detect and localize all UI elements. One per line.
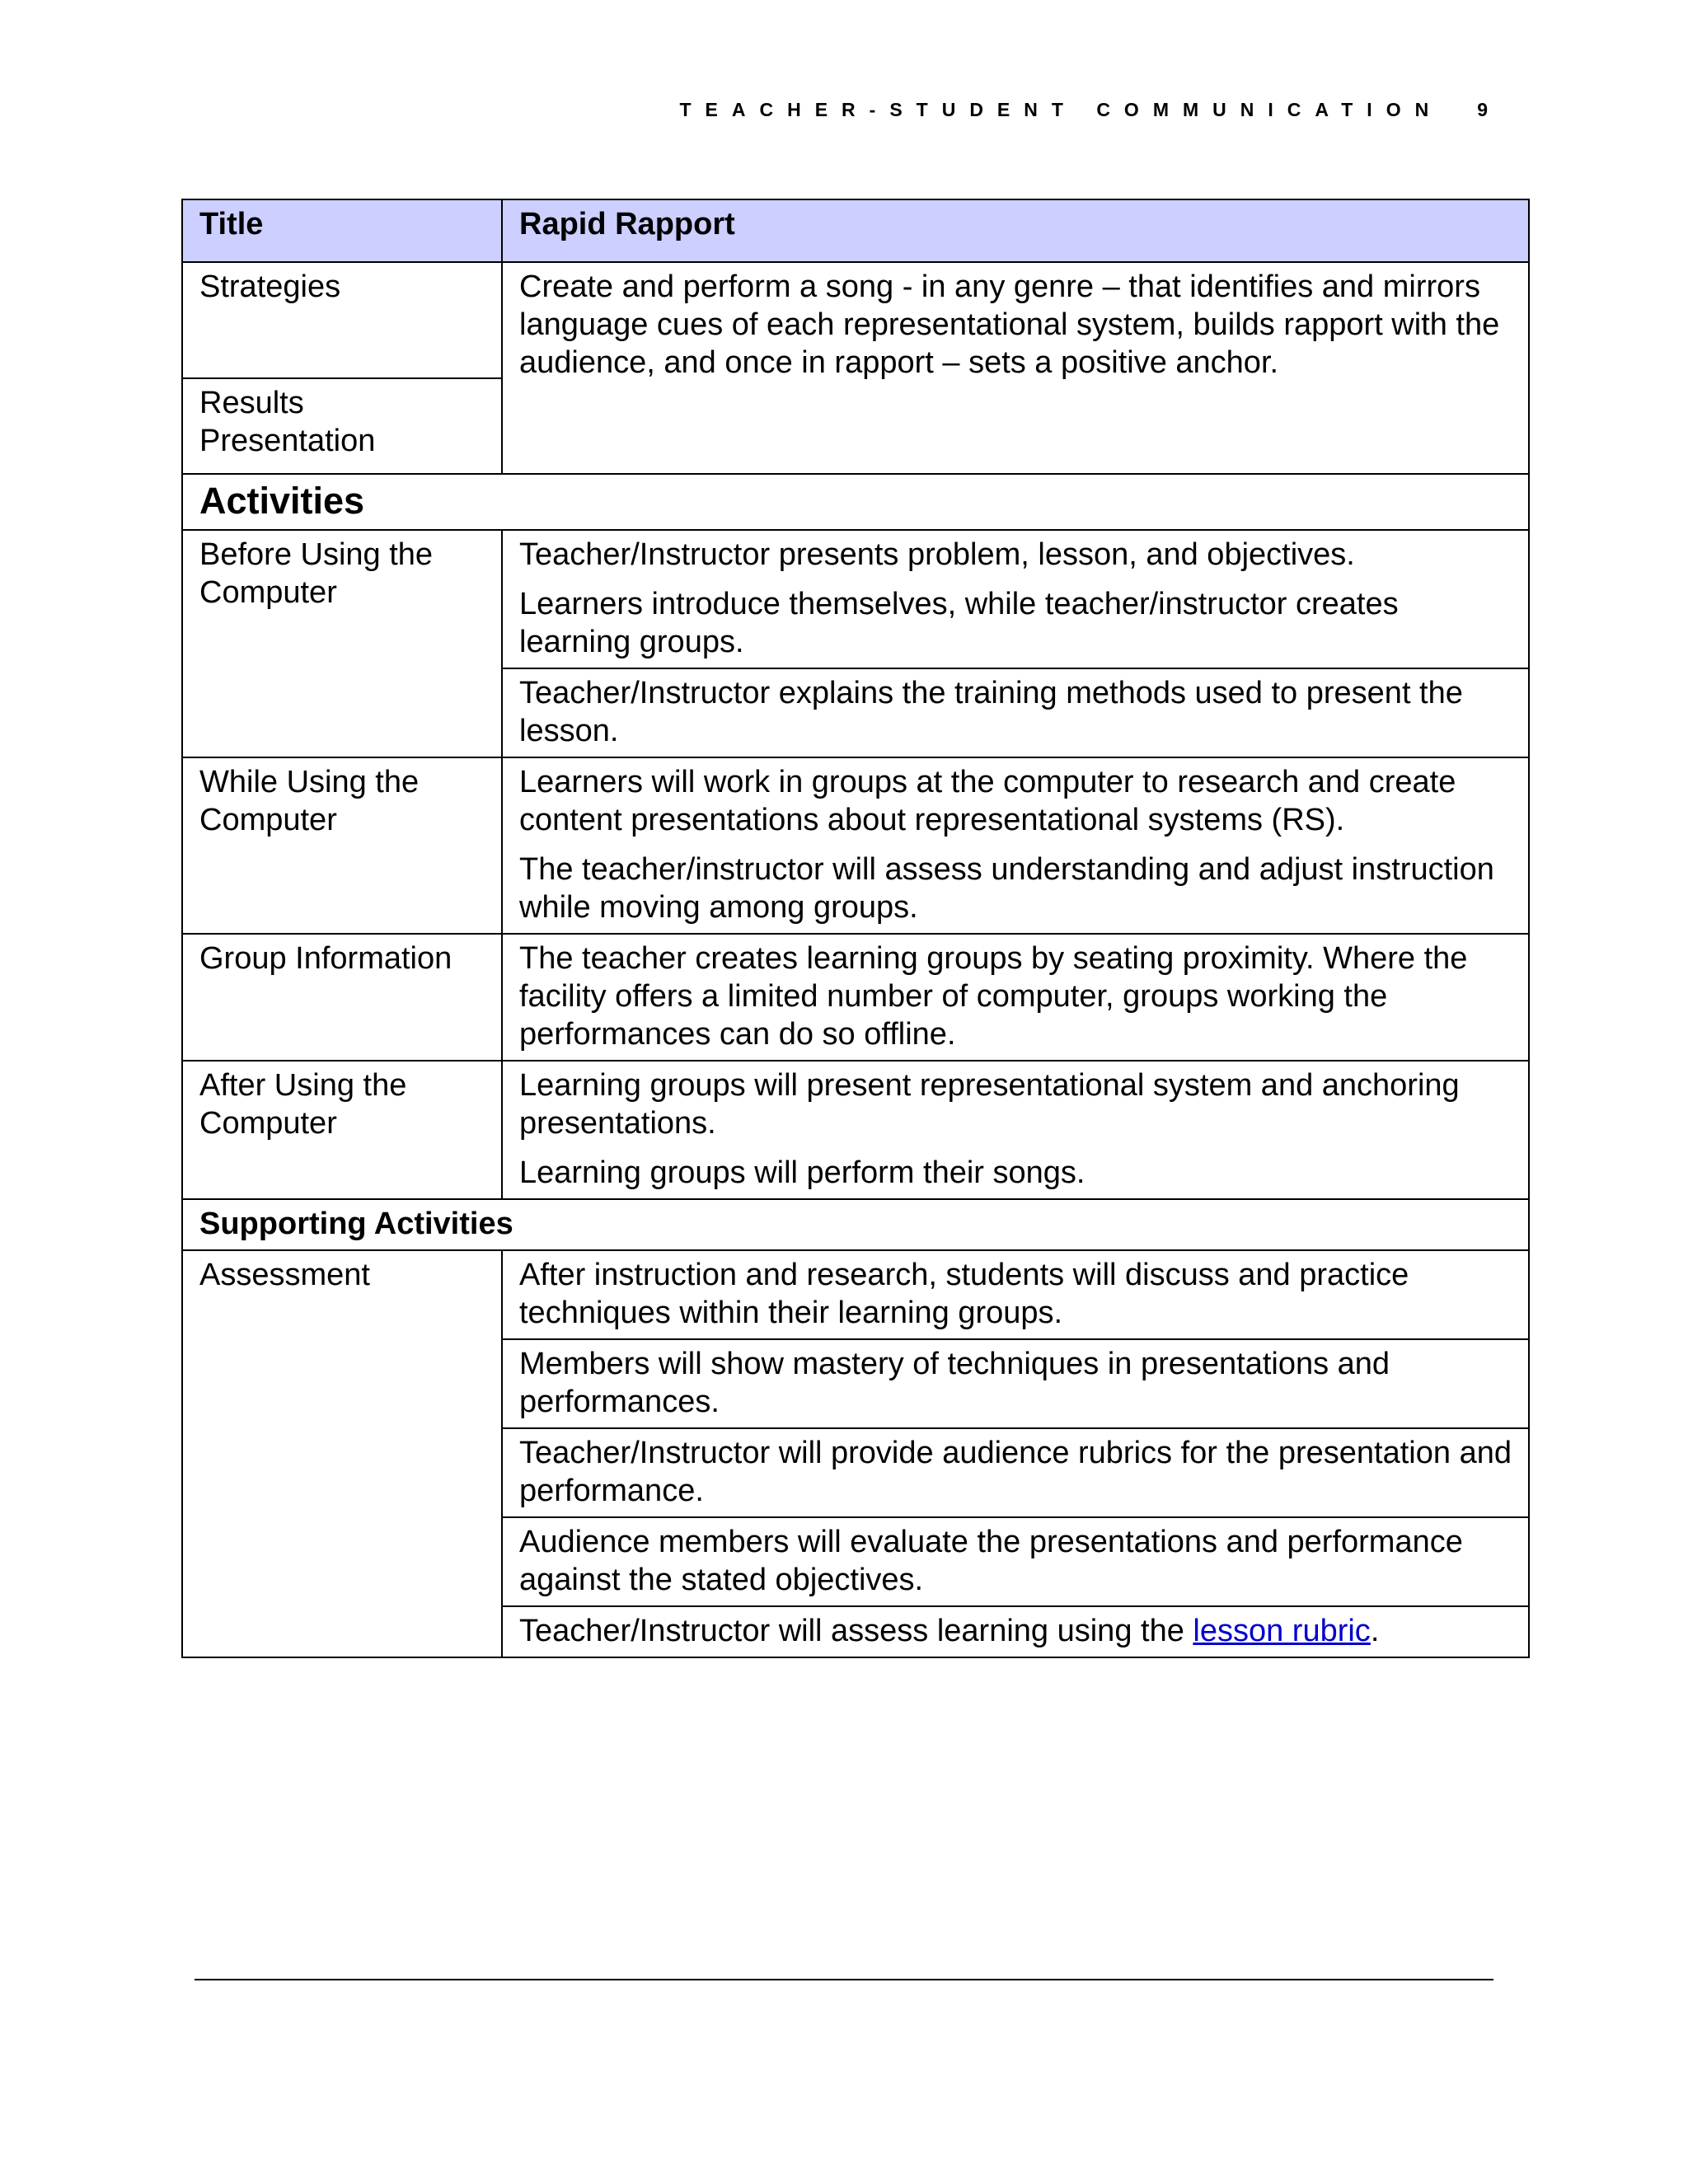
assessment-text-2: Members will show mastery of techniques in presentations and performances. (502, 1339, 1529, 1428)
footer-rule (195, 1979, 1493, 1980)
before-text-1: Teacher/Instructor presents problem, lesson, and objectives. (519, 537, 1355, 572)
assessment-text-5 (502, 1606, 1529, 1657)
assessment-row-1 (182, 1250, 1529, 1339)
supporting-heading: Supporting Activities (182, 1199, 1529, 1250)
after-text-2: Learning groups will perform their songs. (519, 1155, 1085, 1190)
after-row (182, 1061, 1529, 1199)
while-label: While Using the Computer (182, 757, 502, 934)
before-label: Before Using the Computer (182, 530, 502, 757)
before-text-3: Teacher/Instructor explains the training methods used to present the lesson. (502, 668, 1529, 757)
supporting-row (182, 1199, 1529, 1250)
title-value: Rapid Rapport (502, 199, 1529, 262)
before-cell-1 (502, 530, 1529, 668)
activities-row (182, 474, 1529, 530)
assessment-text-3: Teacher/Instructor will provide audience rubrics for the presentation and performance. (502, 1428, 1529, 1517)
title-label: Title (182, 199, 502, 262)
results-label: Results Presentation (182, 378, 502, 474)
before-text-2: Learners introduce themselves, while teacher/instructor creates learning groups. (519, 587, 1399, 659)
running-title: TEACHER-STUDENT COMMUNICATION (679, 99, 1443, 120)
strategies-row (182, 262, 1529, 378)
strategies-text: Create and perform a song - in any genre – that identifies and mirrors language cues of each representational system, builds rapport with the audience, and once in rapport – sets a positive anchor. (502, 262, 1529, 474)
after-text-1: Learning groups will present representational system and anchoring presentations. (519, 1068, 1460, 1141)
title-row (182, 199, 1529, 262)
assessment-text-4: Audience members will evaluate the presentations and performance against the stated objectives. (502, 1517, 1529, 1606)
after-label: After Using the Computer (182, 1061, 502, 1199)
lesson-table (181, 199, 1530, 1658)
assessment-label: Assessment (182, 1250, 502, 1657)
after-cell (502, 1061, 1529, 1199)
lesson-rubric-link[interactable]: lesson rubric (1193, 1614, 1371, 1648)
activities-heading: Activities (182, 474, 1529, 530)
while-cell (502, 757, 1529, 934)
while-text-1: Learners will work in groups at the computer to research and create content presentations about representational systems (RS). (519, 765, 1456, 837)
group-label: Group Information (182, 934, 502, 1061)
while-text-2: The teacher/instructor will assess understanding and adjust instruction while moving among groups. (519, 852, 1494, 925)
strategies-label: Strategies (182, 262, 502, 378)
running-header (679, 99, 1488, 121)
assessment-text-5-prefix: Teacher/Instructor will assess learning using the (519, 1614, 1193, 1648)
assessment-text-5-suffix: . (1370, 1614, 1380, 1648)
assessment-text-1: After instruction and research, students will discuss and practice techniques within their learning groups. (502, 1250, 1529, 1339)
page-number: 9 (1477, 99, 1488, 120)
group-row (182, 934, 1529, 1061)
group-text: The teacher creates learning groups by seating proximity. Where the facility offers a limited number of computer, groups working the performances can do so offline. (502, 934, 1529, 1061)
before-row-1 (182, 530, 1529, 668)
while-row (182, 757, 1529, 934)
